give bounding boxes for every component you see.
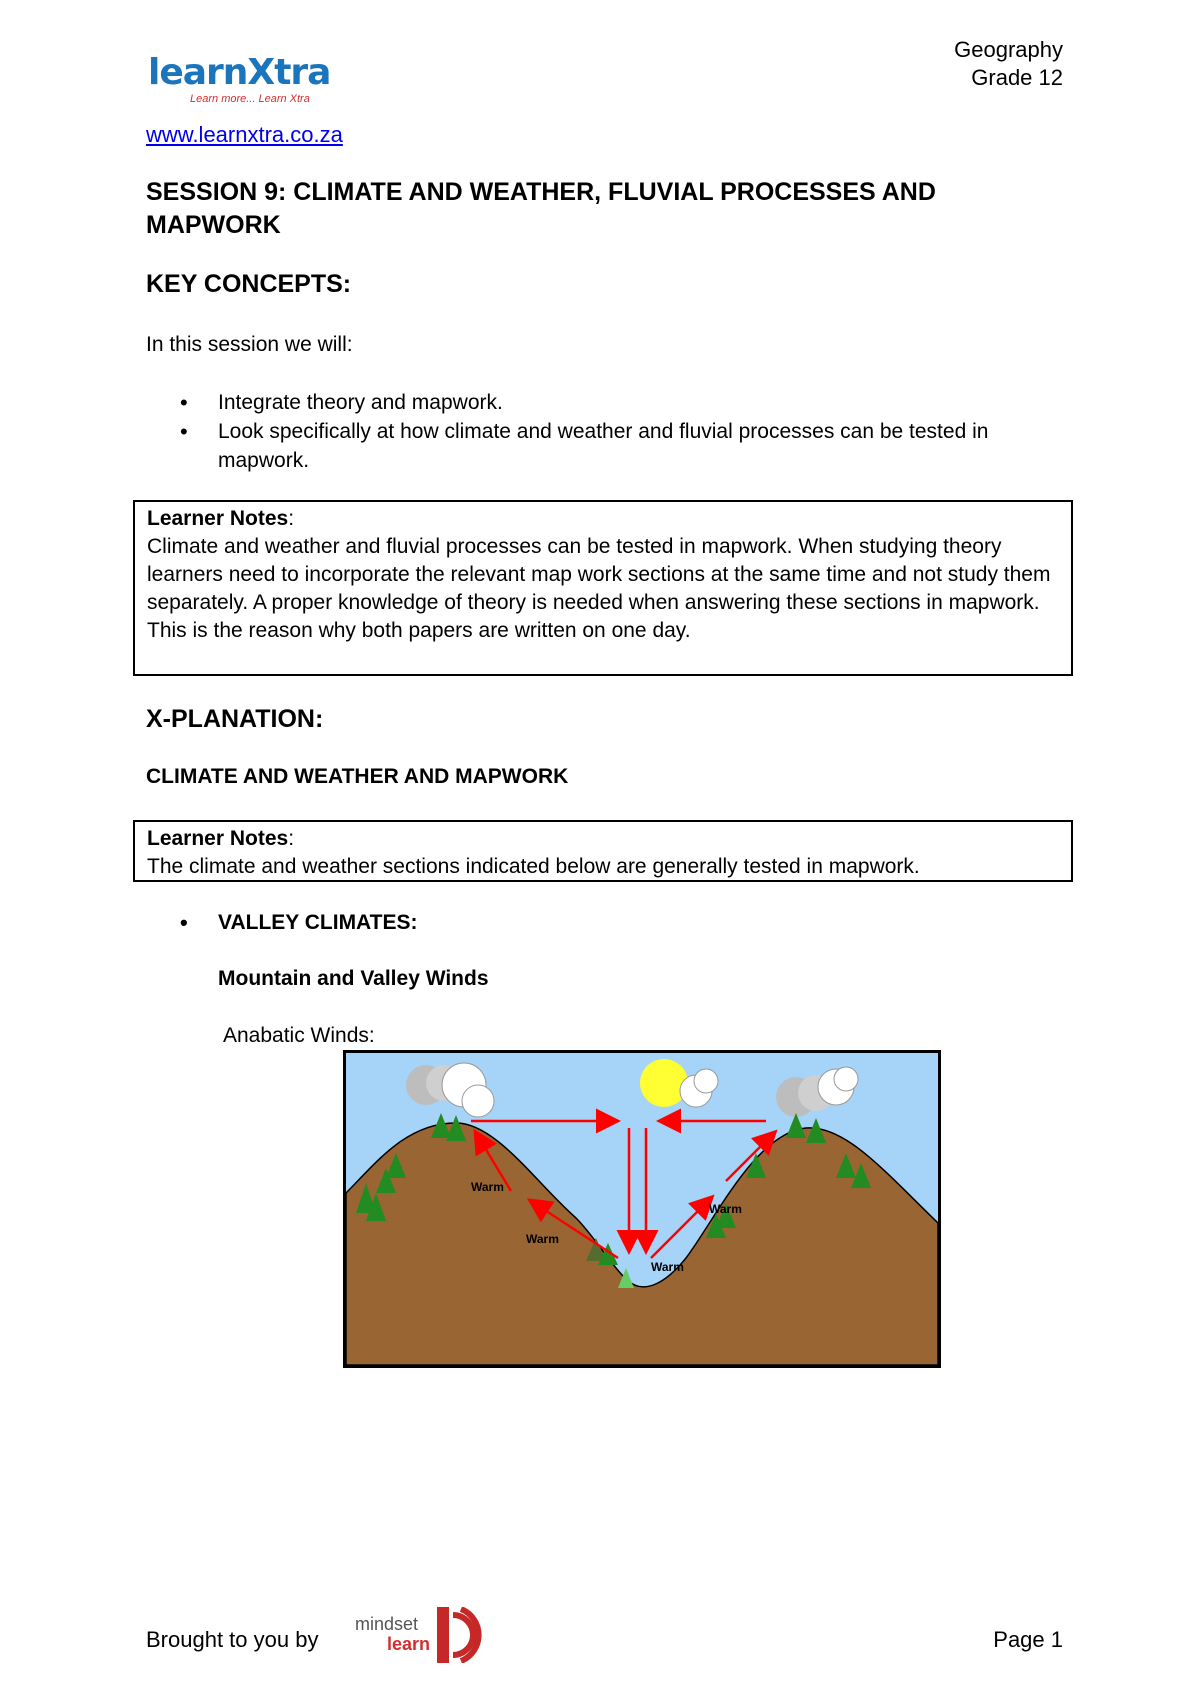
subject-label: Geography bbox=[954, 37, 1063, 62]
list-item: • Integrate theory and mapwork. bbox=[180, 388, 1060, 417]
grade-label: Grade 12 bbox=[971, 65, 1063, 90]
valley-climates-list bbox=[180, 908, 1060, 937]
warm-label: Warm bbox=[651, 1260, 684, 1274]
xplanation-heading: X-PLANATION: bbox=[146, 705, 324, 733]
mindset-logo bbox=[355, 1607, 495, 1667]
learnxtra-logo bbox=[148, 52, 348, 115]
anabatic-winds-caption: Anabatic Winds: bbox=[223, 1024, 375, 1047]
brought-by-text: Brought to you by bbox=[146, 1627, 319, 1652]
key-concepts-intro: In this session we will: bbox=[146, 333, 353, 356]
list-item: • Look specifically at how climate and weather and fluvial processes can be tested in mapwork. bbox=[180, 417, 1060, 475]
learner-notes-colon: : bbox=[288, 827, 295, 850]
logo-wordmark: learnXtra bbox=[148, 52, 331, 93]
mindset-wordmark bbox=[355, 1615, 418, 1633]
warm-label: Warm bbox=[471, 1180, 504, 1194]
mountain-valley-winds-heading: Mountain and Valley Winds bbox=[218, 967, 489, 990]
logo-tagline: Learn more... Learn Xtra bbox=[190, 93, 310, 105]
warm-label: Warm bbox=[526, 1232, 559, 1246]
subject-grade bbox=[954, 36, 1063, 92]
key-concepts-heading: KEY CONCEPTS: bbox=[146, 270, 352, 298]
diagram-svg bbox=[346, 1053, 938, 1365]
learner-notes-box bbox=[133, 500, 1073, 676]
warm-label: Warm bbox=[709, 1202, 742, 1216]
learner-notes-label: Learner Notes bbox=[147, 827, 289, 850]
mindset-text: mindset bbox=[355, 1614, 419, 1634]
page-number: Page 1 bbox=[993, 1627, 1063, 1652]
list-item: • VALLEY CLIMATES: bbox=[180, 908, 1060, 937]
mindset-mark-icon bbox=[437, 1607, 485, 1663]
learner-notes-text: Climate and weather and fluvial processes can be tested in mapwork. When studying theory learners need to incorporate the relevant map work sections at the same time and not study them separately. A proper knowledge of theory is needed when answering these sections in mapwork. This is the reason why both papers are written on one day. bbox=[147, 535, 1051, 642]
anabatic-wind-diagram bbox=[343, 1050, 941, 1368]
climate-mapwork-heading: CLIMATE AND WEATHER AND MAPWORK bbox=[146, 765, 569, 788]
learner-notes-box-2 bbox=[133, 820, 1073, 882]
learn-text: learn bbox=[387, 1634, 431, 1654]
sun bbox=[640, 1059, 688, 1107]
learner-notes-text: The climate and weather sections indicated below are generally tested in mapwork. bbox=[147, 855, 920, 878]
key-concepts-list bbox=[180, 388, 1060, 475]
session-title: SESSION 9: CLIMATE AND WEATHER, FLUVIAL PROCESSES AND MAPWORK bbox=[146, 178, 936, 239]
website-link[interactable]: www.learnxtra.co.za bbox=[146, 122, 343, 147]
learner-notes-colon: : bbox=[288, 507, 295, 530]
learner-notes-label: Learner Notes bbox=[147, 507, 289, 530]
